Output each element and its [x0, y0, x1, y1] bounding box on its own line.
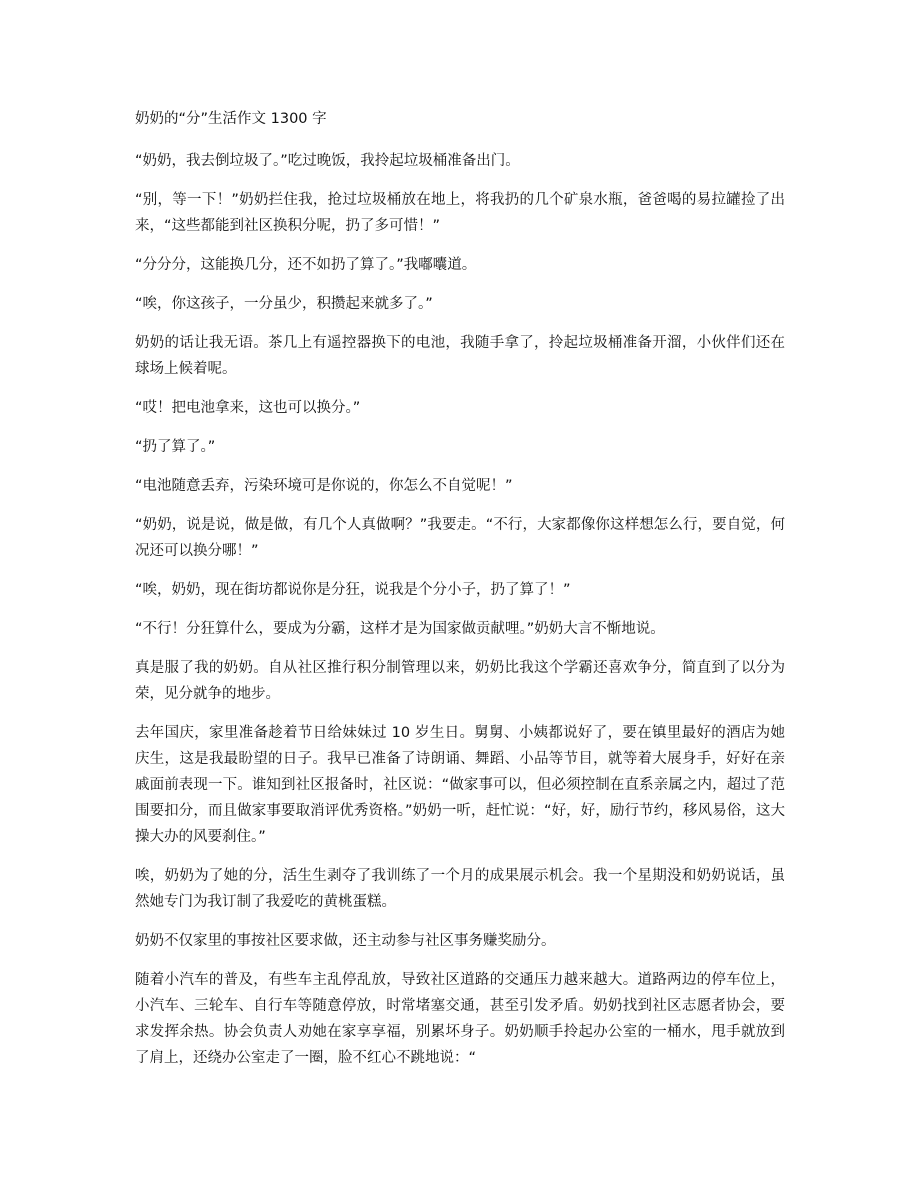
paragraph-8: “电池随意丢弃，污染环境可是你说的，你怎么不自觉呢！”	[135, 478, 513, 494]
paragraph-3: “分分分，这能换几分，还不如扔了算了。”我嘟囔道。	[135, 257, 477, 273]
paragraph-1: “奶奶，我去倒垃圾了。”吃过晚饭，我拎起垃圾桶准备出门。	[135, 153, 520, 169]
paragraph-9: “奶奶，说是说，做是做，有几个人真做啊？”我要走。“不行，大家都像你这样想怎么行，要自觉，何况还可以换分哪！”	[135, 517, 785, 559]
paragraph-6: “哎！把电池拿来，这也可以换分。”	[135, 400, 361, 416]
paragraph-5: 奶奶的话让我无语。茶几上有遥控器换下的电池，我随手拿了，拎起垃圾桶准备开溜，小伙伴们还在球场上候着呢。	[135, 335, 785, 377]
paragraph-7: “扔了算了。”	[135, 439, 216, 455]
paragraph-10: “唉，奶奶，现在街坊都说你是分狂，说我是个分小子，扔了算了！”	[135, 582, 571, 598]
paragraph-13: 去年国庆，家里准备趁着节日给妹妹过 10 岁生日。舅舅、小姨都说好了，要在镇里最好的酒店为她庆生，这是我最盼望的日子。我早已准备了诗朗诵、舞蹈、小品等节目，就等着大展身手，好好在亲戚面前表现一下。谁知到社区报备时，社区说：“做家事可以，但必须控制在直系亲属之内，超过了范围要扣分，而且做家事要取消评优秀资格。”奶奶一听，赶忙说：“好，好，励行节约，移风易俗，这大操大办的风要刹住。”	[135, 725, 785, 845]
paragraph-16: 随着小汽车的普及，有些车主乱停乱放，导致社区道路的交通压力越来越大。道路两边的停车位上，小汽车、三轮车、自行车等随意停放，时常堵塞交通，甚至引发矛盾。奶奶找到社区志愿者协会，要求发挥余热。协会负责人劝她在家享享福，别累坏身子。奶奶顺手拎起办公室的一桶水，甩手就放到了肩上，还绕办公室走了一圈，脸不红心不跳地说：“	[135, 972, 785, 1066]
document-title: 奶奶的“分”生活作文 1300 字	[135, 111, 327, 127]
document-page	[135, 108, 785, 1084]
paragraph-4: “唉，你这孩子，一分虽少，积攒起来就多了。”	[135, 296, 433, 312]
paragraph-12: 真是服了我的奶奶。自从社区推行积分制管理以来，奶奶比我这个学霸还喜欢争分，简直到了以分为荣，见分就争的地步。	[135, 660, 785, 702]
paragraph-11: “不行！分狂算什么，要成为分霸，这样才是为国家做贡献哩。”奶奶大言不惭地说。	[135, 621, 665, 637]
paragraph-2: “别，等一下！”奶奶拦住我，抢过垃圾桶放在地上，将我扔的几个矿泉水瓶，爸爸喝的易拉罐捡了出来，“这些都能到社区换积分呢，扔了多可惜！”	[135, 192, 785, 234]
paragraph-15: 奶奶不仅家里的事按社区要求做，还主动参与社区事务赚奖励分。	[135, 933, 556, 949]
paragraph-14: 唉，奶奶为了她的分，活生生剥夺了我训练了一个月的成果展示机会。我一个星期没和奶奶说话，虽然她专门为我订制了我爱吃的黄桃蛋糕。	[135, 868, 785, 910]
